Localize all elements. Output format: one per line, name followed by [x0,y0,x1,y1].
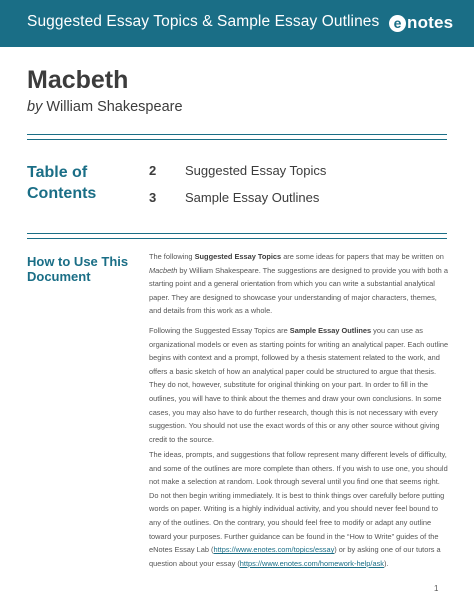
toc-item-label: Sample Essay Outlines [185,190,320,205]
text-run: you can use as organizational models or even as starting points for writing an analytical paper. Each outline begins with context and a prompt, followed by a thesis statement related to the work, and offers a basic sketch of how an analytical paper could be structured to argue that thesis. They do not, however, substitute for original thinking on your part. In order to fill in the outlines, you will have to think about the themes and draw your own conclusions. In some cases, you may also have to do further research, though this is not necessary with every suggestion. You should not use the exact words of this or any other source without giving credit to the source. [149,326,449,444]
text-run: ). [383,558,389,568]
toc-item-number: 3 [149,190,157,205]
divider-top-1 [27,134,447,135]
how-to-paragraph-2 [149,324,449,446]
text-run: Following the Suggested Essay Topics are [149,326,290,335]
bold-run: Suggested Essay Topics [194,252,282,261]
text-run: The following [149,252,195,261]
how-to-heading: How to Use This Document [27,254,129,284]
document-title: Macbeth [27,66,129,94]
toc-item-label: Suggested Essay Topics [185,163,327,178]
author-name: William Shakespeare [46,99,183,115]
bold-run: Sample Essay Outlines [289,326,372,335]
toc-item-number: 2 [149,163,157,178]
essay-lab-link[interactable]: https://www.enotes.com/topics/essay [213,545,335,555]
text-run: The ideas, prompts, and suggestions that follow represent many different levels of difficulty, and some of the outlines are more complete than others. If you wish to use one, you should not make a selection at random. Look through several until you find one that seems right. Do not then begin writing immediately. It is best to think things over carefully before putting words on paper. Writing is a highly individual activity, and you should never feel bound to any of the outlines. On the contrary, you should feel free to modify or adapt any outline toward your purposes. Further guidance can be found in the “How to Write” guides of the eNotes Essay Lab ( [149,450,448,555]
divider-mid-1 [27,233,447,234]
how-to-paragraph-3 [149,448,449,570]
divider-mid-2 [27,238,447,239]
header-bar [0,0,474,47]
toc-item-suggested-essay-topics[interactable] [149,163,326,178]
divider-top-2 [27,139,447,140]
enotes-logo[interactable] [389,12,453,34]
toc-heading: Table of Contents [27,164,97,202]
homework-help-link[interactable]: https://www.enotes.com/homework-help/ask [239,558,384,568]
italic-run: Macbeth [149,265,178,275]
enotes-logo-text: notes [407,13,454,32]
toc-item-sample-essay-outlines[interactable] [149,190,319,205]
how-to-paragraph-1 [149,250,449,318]
text-run: by William Shakespeare. The suggestions are designed to provide you with both a starting point and a general orientation from which you can write a substantial analytical paper. They are designed to showcase your understanding of major characters, themes, and details from this work as a whole. [149,265,448,316]
byline-by: by [27,99,43,115]
page-number: 1 [434,584,439,593]
enotes-logo-e-icon: e [389,15,406,32]
document-byline [27,99,183,115]
header-title: Suggested Essay Topics & Sample Essay Outlines [27,13,380,30]
text-run: are some ideas for papers that may be written on [281,252,444,261]
text-run: ) or by asking one of our tutors a question about your essay ( [149,545,441,568]
